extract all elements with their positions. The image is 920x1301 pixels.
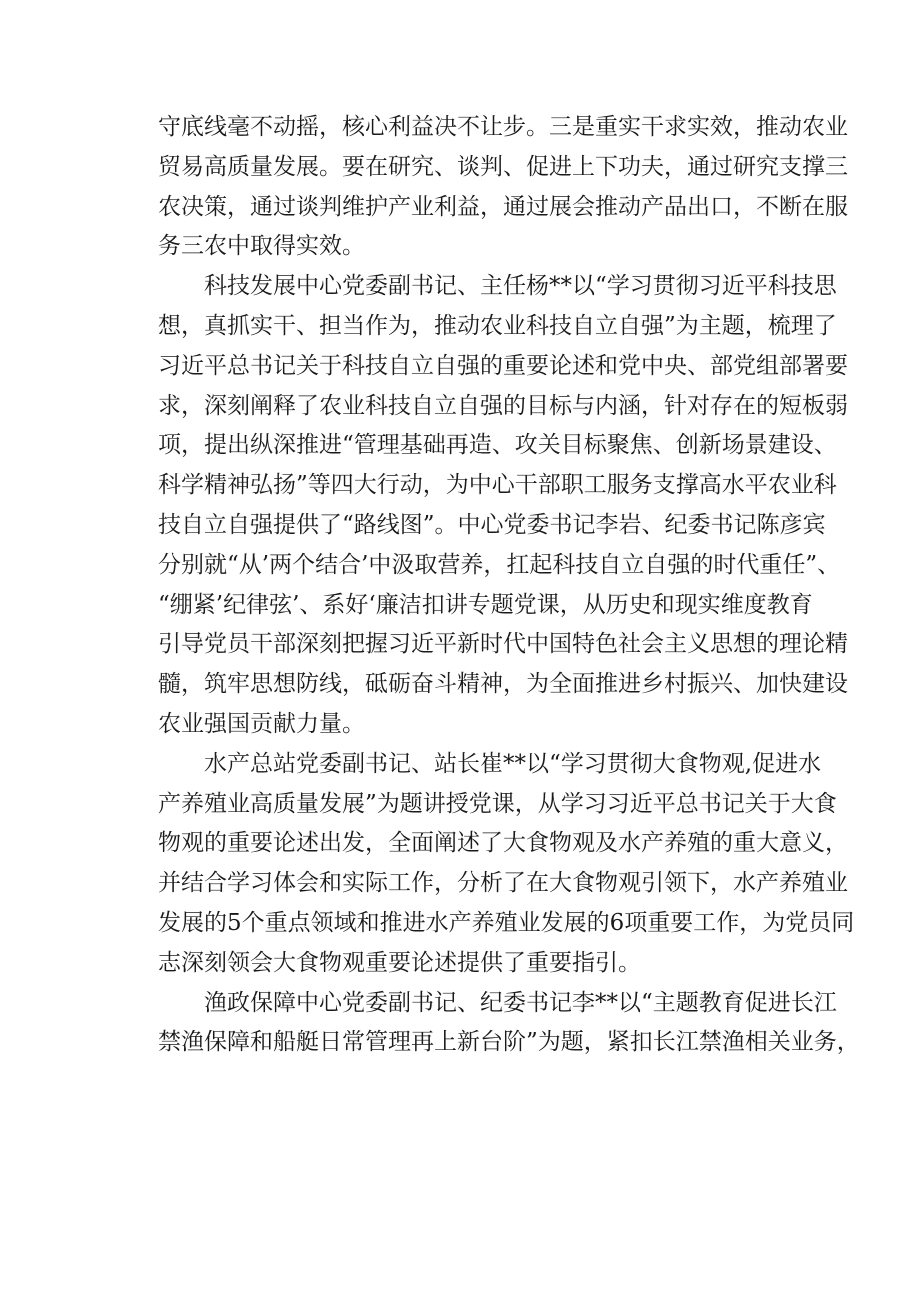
text-line: 志深刻领会大食物观重要论述提供了重要指引。 [158,949,641,976]
text-line: 想，真抓实干、担当作为，推动农业科技自立自强”为主题，梳理了 [158,312,837,339]
text-line: 禁渔保障和船艇日常管理再上新台阶”为题，紧扣长江禁渔相关业务， [158,1029,860,1056]
text-line: 技自立自强提供了“路线图”。中心党委书记李岩、纪委书记陈彦宾 [158,511,826,538]
text-line: 科技发展中心党委副书记、主任杨**以“学习贯彻习近平科技思 [158,273,837,300]
text-line: 并结合学习体会和实际工作，分析了在大食物观引领下，水产养殖业 [158,870,848,897]
text-line: 贸易高质量发展。要在研究、谈判、促进上下功夫，通过研究支撑三 [158,153,848,180]
text-line: 引导党员干部深刻把握习近平新时代中国特色社会主义思想的理论精 [158,631,848,658]
text-line: 项，提出纵深推进“管理基础再造、攻关目标聚焦、创新场景建设、 [158,432,837,459]
text-line: 务三农中取得实效。 [158,233,365,260]
text-line: 水产总站党委副书记、站长崔**以“学习贯彻大食物观,促进水 [158,750,822,777]
text-line: “绷紧’纪律弦’、系好‘廉洁扣讲专题党课，从历史和现实维度教育 [158,591,813,618]
text-line: 分别就“从’两个结合’中汲取营养，扛起科技自立自强的时代重任”、 [158,551,841,578]
document-body [158,108,860,1063]
text-line: 髓，筑牢思想防线，砥砺奋斗精神，为全面推进乡村振兴、加快建设 [158,671,848,698]
text-line: 物观的重要论述出发，全面阐述了大食物观及水产养殖的重大意义， [158,830,848,857]
text-line: 发展的5个重点领域和推进水产养殖业发展的6项重要工作，为党员同 [158,909,855,936]
text-line: 渔政保障中心党委副书记、纪委书记李**以“主题教育促进长江 [158,989,837,1016]
text-line: 产养殖业高质量发展”为题讲授党课，从学习习近平总书记关于大食 [158,790,837,817]
text-line: 科学精神弘扬”等四大行动，为中心干部职工服务支撑高水平农业科 [158,472,837,499]
text-line: 农决策，通过谈判维护产业利益，通过展会推动产品出口，不断在服 [158,193,848,220]
text-line: 农业强国贡献力量。 [158,710,365,737]
text-line: 求，深刻阐释了农业科技自立自强的目标与内涵，针对存在的短板弱 [158,392,848,419]
text-line: 守底线毫不动摇，核心利益决不让步。三是重实干求实效，推动农业 [158,114,848,140]
text-line: 习近平总书记关于科技自立自强的重要论述和党中央、部党组部署要 [158,352,848,379]
